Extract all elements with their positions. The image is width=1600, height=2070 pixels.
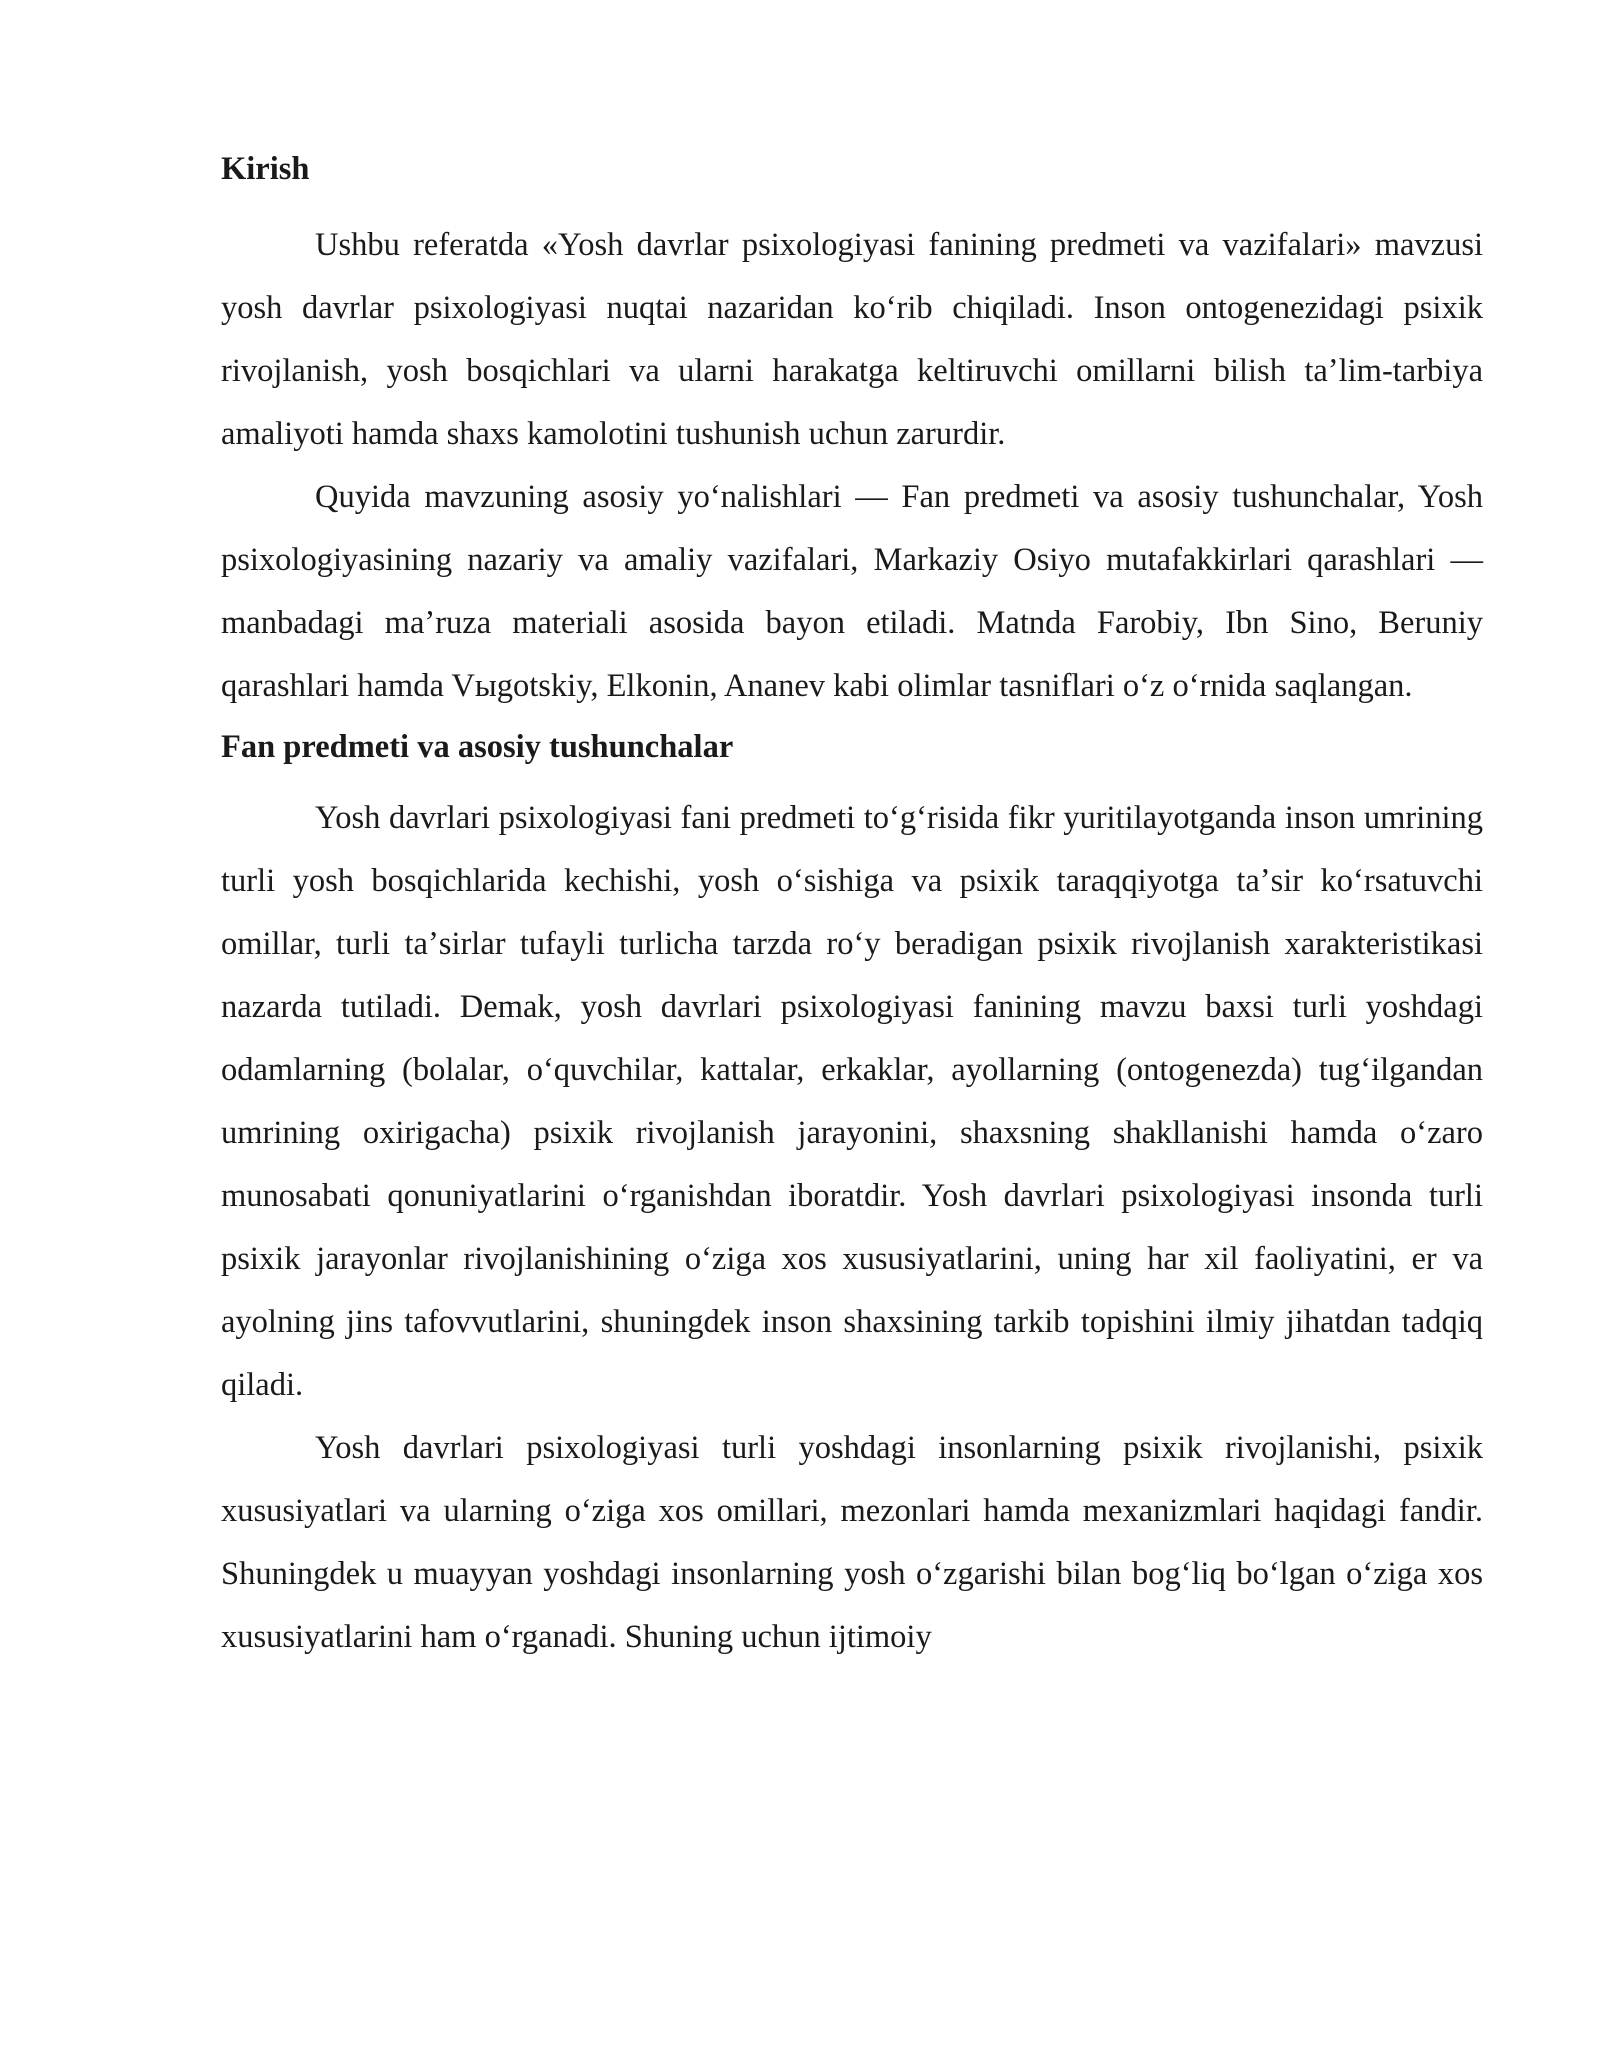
section-heading-kirish: Kirish [221,151,310,187]
section-heading-fan-predmeti: Fan predmeti va asosiy tushunchalar [221,729,734,765]
paragraph-introduction: Ushbu referatda «Yosh davrlar psixologiyasi fanining predmeti va vazifalari» mavzusi yosh davrlar psixologiyasi nuqtai nazaridan koʻrib chiqiladi. Inson ontogenezidagi psixik rivojlanish, yosh bosqichlari va ularni harakatga keltiruvchi omillarni bilish taʼlim-tarbiya amaliyoti hamda shaxs kamolotini tushunish uchun zarurdir. [221,227,1483,452]
paragraph-subject: Yosh davrlari psixologiyasi fani predmeti toʻgʻrisida fikr yuritilayotganda inson umrining turli yosh bosqichlarida kechishi, yosh oʻsishiga va psixik taraqqiyotga taʼsir koʻrsatuvchi omillar, turli taʼsirlar tufayli turlicha tarzda roʻy beradigan psixik rivojlanish xarakteristikasi nazarda tutiladi. Demak, yosh davrlari psixologiyasi fanining mavzu baxsi turli yoshdagi odamlarning (bolalar, oʻquvchilar, kattalar, erkaklar, ayollarning (ontogenezda) tugʻilgandan umrining oxirigacha) psixik rivojlanish jarayonini, shaxsning shakllanishi hamda oʻzaro munosabati qonuniyatlarini oʻrganishdan iboratdir. Yosh davrlari psixologiyasi insonda turli psixik jarayonlar rivojlanishining oʻziga xos xususiyatlarini, uning har xil faoliyatini, er va ayolning jins tafovvutlarini, shuningdek inson shaxsining tarkib topishini ilmiy jihatdan tadqiq qiladi. [221,800,1483,1403]
paragraph-overview: Quyida mavzuning asosiy yoʻnalishlari — Fan predmeti va asosiy tushunchalar, Yosh psixologiyasining nazariy va amaliy vazifalari, Markaziy Osiyo mutafakkirlari qarashlari — manbadagi maʼruza materiali asosida bayon etiladi. Matnda Farobiy, Ibn Sino, Beruniy qarashlari hamda Vыgotskiy, Elkonin, Ananev kabi olimlar tasniflari oʻz oʻrnida saqlangan. [221,479,1483,704]
paragraph-definition: Yosh davrlari psixologiyasi turli yoshdagi insonlarning psixik rivojlanishi, psixik xususiyatlari va ularning oʻziga xos omillari, mezonlari hamda mexanizmlari haqidagi fandir. Shuningdek u muayyan yoshdagi insonlarning yosh oʻzgarishi bilan bogʻliq boʻlgan oʻziga xos xususiyatlarini ham oʻrganadi. Shuning uchun ijtimoiy [221,1430,1483,1655]
document-page [221,142,1483,1669]
